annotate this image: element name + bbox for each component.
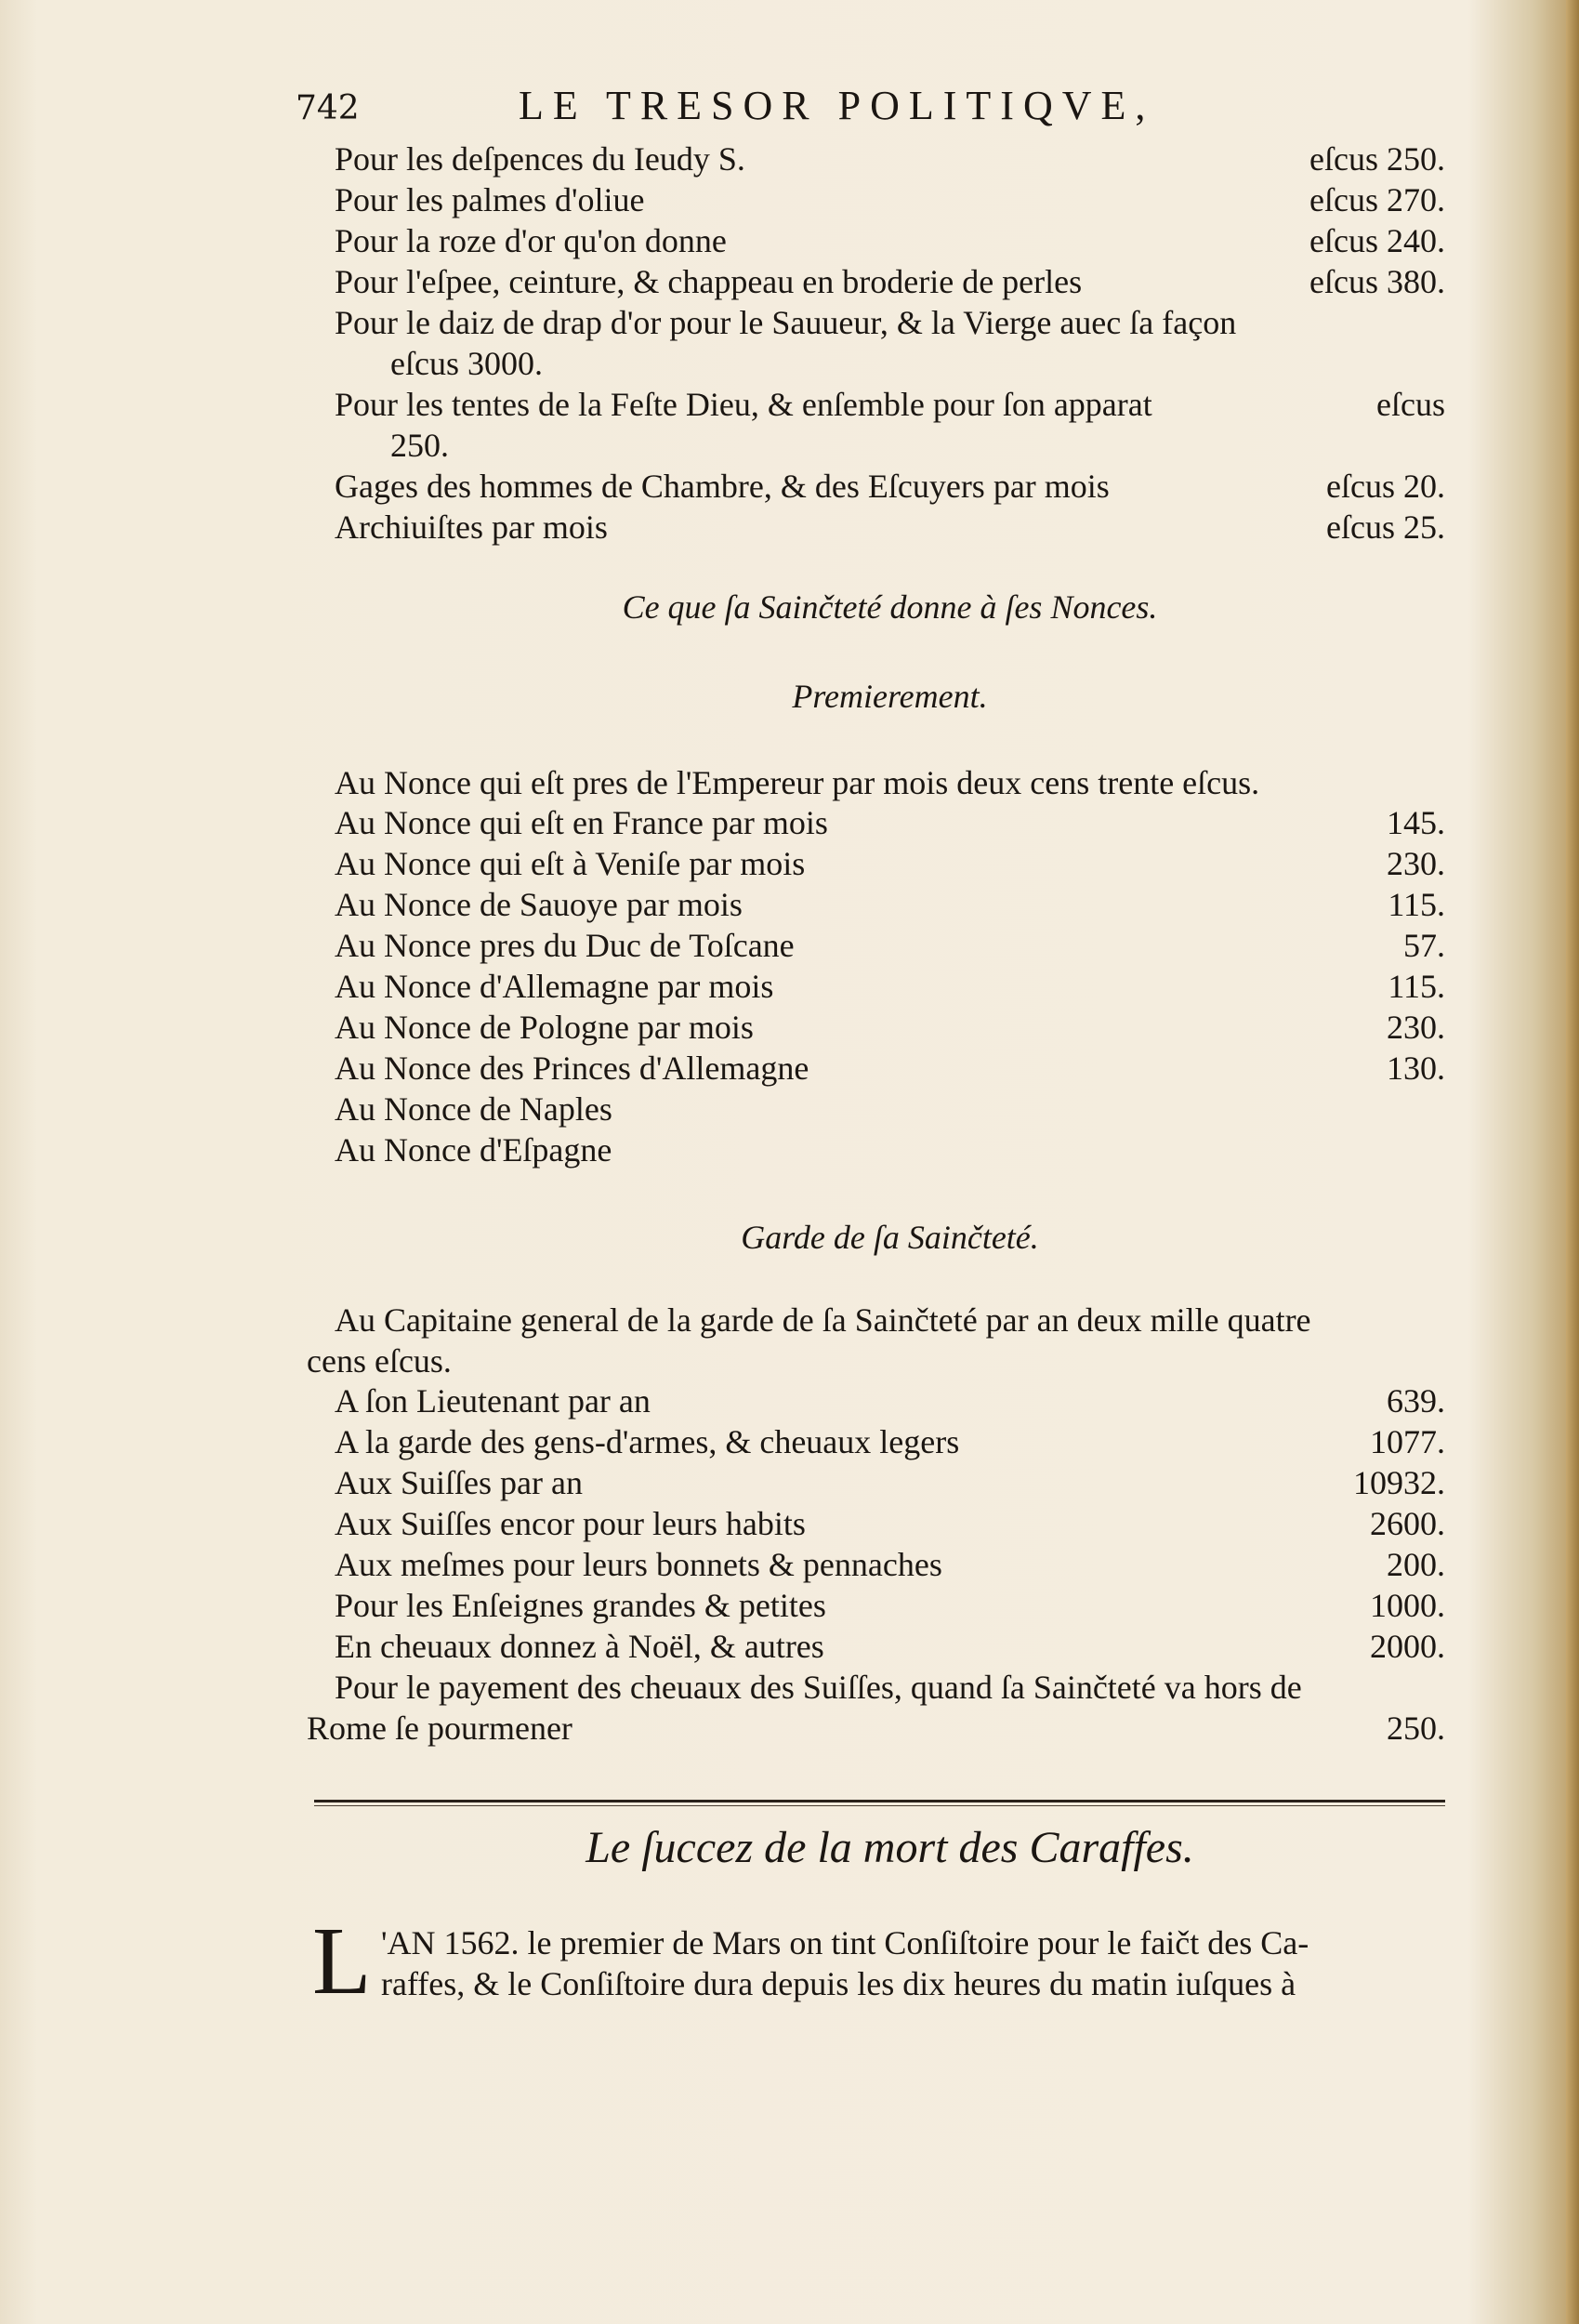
item-label: Rome ſe pourmener [307,1710,572,1747]
list-item [335,1586,1445,1627]
list-item [335,803,1445,844]
item-label: Au Nonce de Pologne par mois [335,1009,754,1046]
list-item [335,221,1445,262]
list-item [307,1709,1445,1750]
item-label: Au Nonce des Princes d'Allemagne [335,1050,809,1087]
item-label: Au Nonce qui eſt à Veniſe par mois [335,845,806,882]
item-label: Au Nonce de Sauoye par mois [335,886,743,923]
item-amount: 2000. [1370,1628,1445,1665]
list-item [335,844,1445,885]
item-amount: 1000. [1370,1587,1445,1624]
list-item [335,1545,1445,1586]
item-label: A ſon Lieutenant par an [335,1382,651,1419]
nonces-list [335,762,1445,1171]
item-amount: eſcus 25. [1326,508,1445,546]
item-label: Pour l'eſpee, ceinture, & chappeau en broderie de perles [335,263,1083,300]
item-amount: 250. [1387,1710,1445,1747]
section-rule-thin [314,1805,1445,1806]
item-amount: 1077. [1370,1423,1445,1460]
item-label: Au Nonce d'Eſpagne [335,1131,612,1169]
nonces-heading: Ce que ſa Sainčteté donne à ſes Nonces. [622,588,1158,626]
item-amount: eſcus [1376,386,1445,423]
item-amount: eſcus 250. [1309,140,1445,178]
item-amount: 230. [1387,1009,1445,1046]
item-amount: 639. [1387,1382,1445,1419]
item-amount: eſcus 270. [1309,181,1445,218]
item-label: Pour le daiz de drap d'or pour le Sauueur, & la Vierge auec ſa façon [335,304,1237,341]
final-paragraph [381,1922,1445,2004]
item-amount: eſcus 380. [1309,263,1445,300]
item-label: Aux Suiſſes par an [335,1464,583,1501]
item-amount: 145. [1387,804,1445,841]
item-continuation: 250. [390,427,449,464]
list-item [335,885,1445,926]
garde-intro [307,1300,1445,1381]
item-label: Au Nonce qui eſt en France par mois [335,804,828,841]
list-item [335,1627,1445,1668]
nonces-subheading: Premierement. [792,678,988,715]
list-item [335,1463,1445,1504]
item-label: Gages des hommes de Chambre, & des Eſcuyers par mois [335,468,1110,505]
list-item [335,303,1445,344]
list-item [335,967,1445,1008]
list-item [335,1504,1445,1545]
item-label: Pour le payement des cheuaux des Suiſſes, quand ſa Sainčteté va hors de [335,1669,1302,1706]
section-rule [314,1800,1445,1802]
list-item [335,1381,1445,1422]
item-label: Pour les deſpences du Ieudy S. [335,140,745,178]
garde-heading: Garde de ſa Sainčteté. [741,1219,1039,1256]
section-title: Le ſuccez de la mort des Caraffes. [586,1823,1194,1872]
page-header [296,73,1243,138]
item-continuation: eſcus 3000. [390,345,543,382]
item-label: Au Nonce d'Allemagne par mois [335,968,774,1005]
item-amount: 10932. [1353,1464,1445,1501]
item-label: En cheuaux donnez à Noël, & autres [335,1628,824,1665]
item-label: Aux Suiſſes encor pour leurs habits [335,1505,806,1542]
garde-intro-line2: cens eſcus. [307,1342,452,1380]
item-label: Pour les Enſeignes grandes & petites [335,1587,826,1624]
garde-intro-line1: Au Capitaine general de la garde de ſa Sainčteté par an deux mille quatre [335,1301,1311,1339]
page-edge [1566,0,1579,2324]
list-item [335,926,1445,967]
item-amount: 230. [1387,845,1445,882]
item-amount: eſcus 240. [1309,222,1445,259]
list-item [335,1668,1445,1709]
item-label: A la garde des gens-d'armes, & cheuaux legers [335,1423,960,1460]
list-item [335,385,1445,426]
final-line1: 'AN 1562. le premier de Mars on tint Conſiſtoire pour le faičt des Ca- [381,1924,1309,1961]
item-label: Au Nonce pres du Duc de Toſcane [335,927,795,964]
item-amount: 115. [1388,886,1445,923]
expense-list [335,139,1445,548]
final-line2: raffes, & le Conſiſtoire dura depuis les dix heures du matin iuſques à [381,1965,1296,2002]
list-item [335,1130,1445,1171]
item-amount: 57. [1403,927,1445,964]
list-item [335,1422,1445,1463]
list-item [335,1089,1445,1130]
item-label: Au Nonce de Naples [335,1090,612,1128]
item-amount: 115. [1388,968,1445,1005]
item-amount: eſcus 20. [1326,468,1445,505]
list-item [335,139,1445,180]
drop-cap: L [312,1908,372,2014]
nonces-intro: Au Nonce qui eſt pres de l'Empereur par mois deux cens trente eſcus. [335,764,1260,801]
item-label: Pour les tentes de la Feſte Dieu, & enſemble pour ſon apparat [335,386,1152,423]
list-item [335,1049,1445,1089]
item-amount: 130. [1387,1050,1445,1087]
list-item [335,1008,1445,1049]
list-item [335,262,1445,303]
item-amount: 2600. [1370,1505,1445,1542]
page-number: 742 [296,89,360,127]
list-item [335,467,1445,508]
item-label: Pour la roze d'or qu'on donne [335,222,727,259]
item-label: Pour les palmes d'oliue [335,181,645,218]
item-label: Aux meſmes pour leurs bonnets & pennaches [335,1546,942,1583]
garde-list [307,1300,1445,1750]
running-title: LE TRESOR POLITIQVE, [519,83,1155,128]
list-item [335,508,1445,548]
list-item [335,180,1445,221]
item-label: Archiuiſtes par mois [335,508,608,546]
item-amount: 200. [1387,1546,1445,1583]
